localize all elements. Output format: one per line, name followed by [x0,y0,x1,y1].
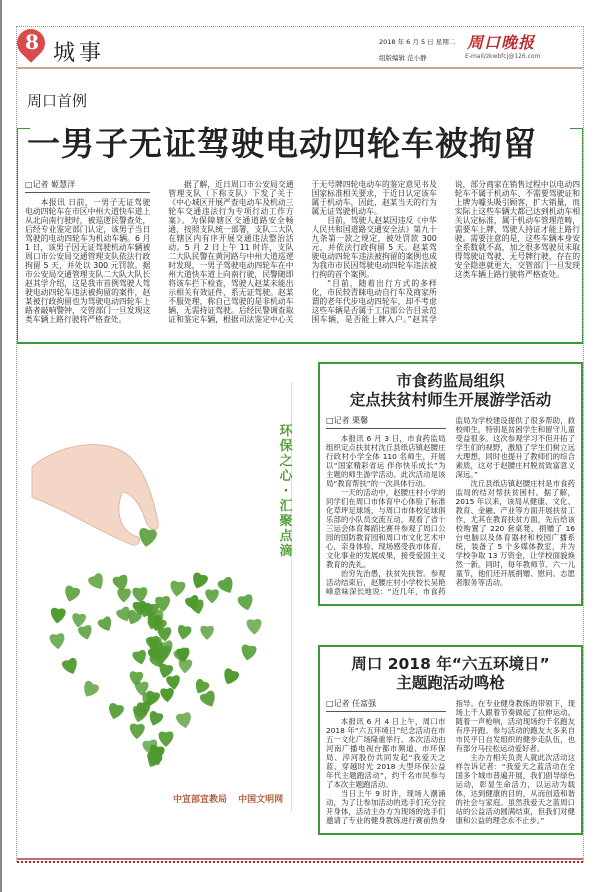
title-line: 周口 2018 年“六五环境日” [351,655,550,673]
lead-article-body [25,180,580,324]
bottom-rule [17,858,583,863]
paragraph: 当日上午 9 时许，现场人潮涌动，为了让参加活动的选手们充分拉开身体，活动主办方为现场的选手们邀请了专业的健身教练进行赛前热身指导。在专业健身教练的带领下，现场上千人跟着节奏做起了拉伸运动。随着一声枪响，活动现场约千名跑友有序开跑。参与活动的跑友大多来自市民平日自发组织的健步走队伍，也有部分马拉松运动爱好者。 [326,699,575,825]
article-title [326,655,575,693]
leaf-icon [200,626,214,640]
paragraph: 本报讯 日前，一男子无证驾驶电动四轮车在市区中州大道快车道上从北向南行驶时，被巡逻民警查处，后经专业鉴定部门认定，该男子当日驾驶的电动四轮车为机动车辆。6 月 1 日，该男子因无证驾驶机动车辆被周口市公安局交通管理支队依法行政拘留 5 天，并处以 300 元罚款。据市公安局交通管理支队二大队大队长赵其学介绍，这是我市首例驾驶人驾驶电动四轮车违法被拘留的案件，赵某被行政拘留也为驾驶电动四轮车上路者敲响警钟，交管部门一旦发现这类车辆上路行驶将严格查处。 [25,198,151,324]
byline: □记者 任富强 [326,699,446,712]
paragraph: 主办方相关负责人就此次活动这样告诉记者：“我爱天之蓝活动在全国多个城市普遍开展，我们倡导绿色运动，彰显生命活力，以运动为载体，达到健康的目的，从而创造和谐的社会与家庭。虽然我爱天之蓝周口站的公益活动圆满结束，但我们对健康和公益的理念永不止步。” [455,753,575,825]
leaf-icon [176,625,192,641]
editor-credit: 组版编辑 范小静 [379,54,427,62]
hand-and-leaves-illustration [30,382,292,812]
leaf-icon [87,572,107,593]
leaf-icon [220,667,240,687]
leaf-icon [169,580,186,597]
leaf-icon [175,712,193,730]
leaf-icon [205,589,219,603]
ad-sponsor: 中宣部宣教局 中国文明网 [173,795,284,805]
article-body [326,699,575,825]
leaf-icon [77,624,94,641]
leaf-icon [49,633,66,650]
leaf-icon [199,690,219,710]
leaf-icon [240,644,257,662]
contact-email: E-mail/zkwbfcj@126.com [465,53,541,60]
paragraph: 沈丘县纸店镇赵腰庄村是市食药监局的结对帮扶贫困村。据了解，2015 年以来，该局从健康、文化、教育、金融、产业等方面开展扶贫工作，尤其在教育扶贫方面，先后给该校购置了 220 套桌凳，捐赠了 16 台电脑以及体育器材和校园广播系统，装备了 5 个多媒体教室，并为学校争取 13 万资金，让学校面貌焕然一新。同时，每年教师节、六一儿童节，他们还开展捐赠、慰问、志愿者服务等活动。 [455,479,575,587]
leaf-icon [178,659,192,674]
ad-slogan: 环保之心·汇聚点滴 [279,424,293,559]
lead-headline: 一男子无证驾驶电动四轮车被拘留 [27,124,537,163]
leaf-icon [50,607,66,624]
article-kicker: 周口首例 [27,92,88,110]
title-line: 定点扶贫村师生开展游学活动 [349,391,552,409]
page-header [17,27,583,69]
paragraph: 据了解，近日周口市公安局交通管理支队（下称支队）下发了关于《中心城区开展严查电动车及机动三轮车交通违法行为专项行动工作方案》。为保障辖区交通道路安全畅通，按照支队统一部署，支队二大队在辖区内有序开展交通违法整治活动。5 月 2 日上午 11 时许，支队二大队民警在黄河路与中州大道巡逻时发现，一男子驾驶电动四轮车在中州大道快车道上向南行驶，民警随即将该车拦下检查，驾驶人赵某未能出示相关有效证件，系无证驾驶。赵某不服处理，称自己驾驶的是非机动车辆，无需持证驾驶。后经民警调查取证和鉴定车辆，根据司法鉴定中心关于无号牌四轮电动车的鉴定意见书及国家标准相关要求，于近日认定该车属于机动车，因此，赵某当天的行为属无证驾驶机动车。 [168,180,437,324]
leaf-icon [132,649,149,666]
leaf-icon [158,731,173,747]
leaf-icon [190,572,209,592]
newspaper-logo: 周口晚报 [467,33,536,52]
article-environment-day-run [318,645,583,835]
article-title [326,372,575,410]
title-line: 主题跑活动鸣枪 [396,674,505,692]
paragraph: 本报讯 6 月 3 日，市食药监局组织定点扶贫村沈丘县纸店镇赵腰庄行政村小学全体 110 名师生，开展以“国家精彩省运 伴你快乐成长”为主题的师生游学活动。此次活动是该局“教育帮扶”的一次具体行动。 [326,434,446,488]
leaf-icon [137,527,157,548]
article-fda-study-tour [318,362,583,606]
leaf-icon [129,723,145,739]
title-line: 市食药监局组织 [396,372,505,390]
hand-shape [32,445,158,545]
leaf-icon [62,585,81,604]
environment-ad [30,382,292,812]
leaf-icon [97,615,115,634]
leaf-icon [71,613,86,628]
leaf-icon [61,657,80,676]
section-title: 城事 [53,41,106,66]
paragraph: “目前，随着出行方式的多样化，市民较青睐电动自行车及商家所谓的老年代步电动四轮车，却不考虑这些车辆是否属于工信部公告目录范围车辆，是否能上牌入户。”赵其学说，部分商家在销售过程中以电动四轮车不属于机动车、不需要驾驶证和上牌为噱头吸引顾客，扩大销量，而实际上这些车辆大都已达到机动车相关认定标准，属于机动车管理范畴，需要车上牌、驾驶人持证才能上路行驶。需要注意的是，这些车辆本身安全系数就不高，加之很多驾驶员未取得驾驶证驾驶、无号牌行驶，存在的安全隐患就更大，交管部门一旦发现这类车辆上路行驶将严格查处。 [311,180,580,324]
leaf-icon [132,587,148,603]
paragraph: 本报讯 6 月 4 日上午，周口市 2018 年“六五环境日”纪念活动在市五一文化广场隆重举行。本次活动由河南广播电视台都市频道、市环保局、淬河股份共同发起“我爱天之蓝、穿越时光 2018 大型环保公益年代主题跑活动”，约千名市民参与了本次主题跑活动。 [326,717,446,789]
byline: □记者 栗馨 [326,416,446,429]
leaf-icon [237,594,255,613]
leaf-icon [147,710,164,728]
leaf-icon [80,680,100,701]
paragraph: 一天的活动中，赵腰庄村小学的同学们在周口市体育中心体验了标准化草坪足球场，与周口市体校足球俱乐部的小队员交流互动，观看了省十三运会体育舞蹈比赛并参观了周口公园的国防教育园和周口市文化艺术中心，亲身体验、现场感受我市体育、文化事业的发展成果，接受爱国主义教育的洗礼。 [326,488,446,569]
leaf-icon [246,619,261,635]
leaf-icon [160,688,174,703]
page-edge [0,0,2,892]
page-number: 8 [25,30,39,54]
article-body [326,416,575,596]
leaf-icon [117,588,131,602]
leaf-icon [166,675,181,691]
paragraph: 目前，驾驶人赵某因违反《中华人民共和国道路交通安全法》第九十九条第一款之规定，被处罚款 300 元，并依法行政拘留 5 天。赵某驾驶电动四轮车违法被拘留的案例也成为我市市民因驾驶电动四轮车违法被行拘的首个案例。 [311,216,437,279]
leaf-icon [189,599,205,616]
leaf-icon [106,702,125,721]
issue-date: 2018 年 6 月 5 日 星期二 [379,38,456,46]
paragraph: 治穷先治愚，扶贫先扶智。参观活动结束后，赵腰庄村小学校长吴艳峰意味深长地说：“近几年，市食药监局为学校建设提供了很多帮助，救校师生，特别是贫困学生和留守儿童受益很多。这次参观学习不但开拓了学生们的视野，激励了学生们树立远大理想，同时也提升了教师们的综合素质，这对于赵腰庄村脱贫致富意义深远。” [326,416,575,596]
byline: □记者 姬慧洋 [25,180,150,193]
leaf-icon [217,576,237,596]
